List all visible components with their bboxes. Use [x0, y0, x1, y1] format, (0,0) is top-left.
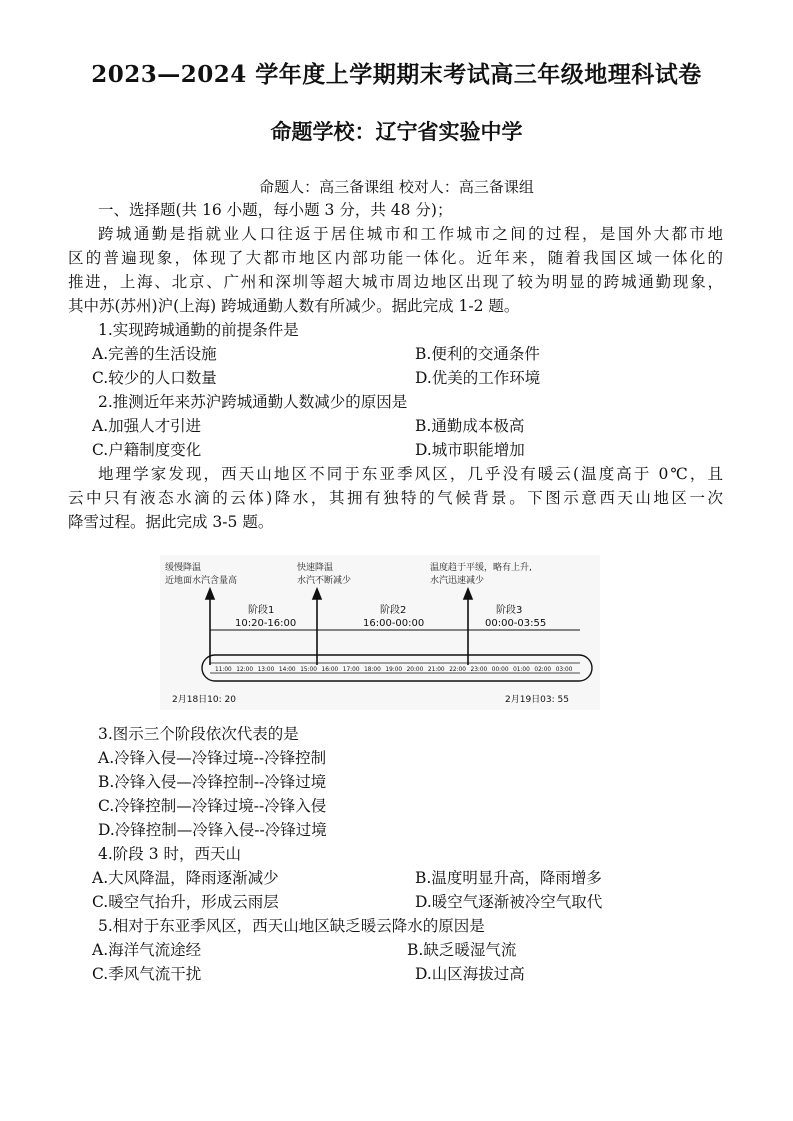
q4-option-d: D.暖空气逐渐被冷空气取代 [415, 893, 603, 911]
end-time-label: 2月19日03: 55 [505, 695, 569, 705]
q1-option-a: A.完善的生活设施 [92, 345, 217, 363]
label1-line1: 缓慢降温 [165, 563, 202, 573]
passage2-line3: 降雪过程。据此完成 3-5 题。 [68, 513, 274, 531]
q2-option-d: D.城市职能增加 [415, 441, 525, 459]
q1-option-b: B.便利的交通条件 [415, 345, 540, 363]
q4-option-b: B.温度明显升高，降雨增多 [415, 869, 602, 887]
timeline-tick-label: 02:00 [534, 667, 552, 673]
q3-option-c: C.冷锋控制—冷锋过境--冷锋入侵 [98, 797, 327, 815]
q2-option-a: A.加强人才引进 [92, 417, 202, 435]
passage2-line2: 云中只有液态水滴的云体)降水，其拥有独特的气候背景。下图示意西天山地区一次 [68, 489, 723, 507]
q5-option-a: A.海洋气流途经 [92, 941, 202, 959]
passage2-line1: 地理学家发现，西天山地区不同于东亚季风区，几乎没有暖云(温度高于 0℃，且 [98, 465, 723, 483]
authors-line: 命题人：高三备课组 校对人：高三备课组 [259, 178, 534, 196]
timeline-tick-label: 11:00 [215, 667, 232, 673]
exam-title: 2023—2024 学年度上学期期末考试高三年级地理科试卷 [91, 61, 702, 88]
q4-stem: 4.阶段 3 时，西天山 [98, 845, 242, 863]
passage1-line1: 跨城通勤是指就业人口往返于居住城市和工作城市之间的过程，是国外大都市地 [98, 225, 723, 243]
timeline-tick-label: 23:00 [470, 667, 488, 673]
q3-option-d: D.冷锋控制—冷锋入侵--冷锋过境 [98, 821, 327, 839]
timeline-tick-label: 19:00 [385, 667, 403, 673]
timeline-tick-label: 18:00 [364, 667, 381, 673]
q5-option-b: B.缺乏暖湿气流 [407, 941, 517, 959]
label3-line2: 水汽迅速减少 [430, 576, 485, 586]
timeline-tick-label: 12:00 [236, 667, 254, 673]
q2-option-b: B.通勤成本极高 [415, 417, 525, 435]
timeline-tick-label: 03:00 [555, 667, 573, 673]
q1-stem: 1.实现跨城通勤的前提条件是 [98, 321, 299, 339]
school-line: 命题学校：辽宁省实验中学 [270, 119, 523, 144]
passage1-line2: 区的普遍现象，体现了大都市地区内部功能一体化。近年来，随着我国区域一体化的 [68, 249, 723, 267]
timeline-tick-label: 01:00 [513, 667, 530, 673]
q1-option-d: D.优美的工作环境 [415, 369, 541, 387]
stage3-name: 阶段3 [496, 605, 523, 616]
q4-option-c: C.暖空气抬升，形成云雨层 [92, 893, 279, 911]
label2-line2: 水汽不断减少 [297, 576, 352, 586]
q5-stem: 5.相对于东亚季风区，西天山地区缺乏暖云降水的原因是 [98, 917, 485, 935]
timeline-tick-label: 20:00 [406, 667, 424, 673]
stage1-name: 阶段1 [248, 605, 275, 616]
q3-option-b: B.冷锋入侵—冷锋控制--冷锋过境 [98, 773, 327, 791]
q3-stem: 3.图示三个阶段依次代表的是 [98, 725, 299, 743]
timeline-tick-label: 15:00 [300, 667, 317, 673]
q2-stem: 2.推测近年来苏沪跨城通勤人数减少的原因是 [98, 393, 408, 411]
passage1-line3: 推进，上海、北京、广州和深圳等超大城市周边地区出现了较为明显的跨城通勤现象， [68, 273, 723, 291]
stage1-range: 10:20-16:00 [235, 618, 297, 629]
stage2-name: 阶段2 [380, 605, 407, 616]
snowfall-timeline-figure [160, 555, 600, 710]
q1-option-c: C.较少的人口数量 [92, 369, 217, 387]
section-heading: 一、选择题(共 16 小题，每小题 3 分，共 48 分)； [98, 201, 453, 219]
q3-option-a: A.冷锋入侵—冷锋过境--冷锋控制 [98, 749, 327, 767]
timeline-tick-label: 00:00 [491, 667, 509, 673]
timeline-tick-label: 13:00 [257, 667, 275, 673]
timeline-tick-label: 21:00 [427, 667, 445, 673]
q4-option-a: A.大风降温，降雨逐渐减少 [92, 869, 279, 887]
timeline-tick-label: 17:00 [342, 667, 360, 673]
q2-option-c: C.户籍制度变化 [92, 441, 202, 459]
q5-option-d: D.山区海拔过高 [415, 965, 525, 983]
label2-line1: 快速降温 [297, 563, 334, 573]
timeline-tick-label: 16:00 [321, 667, 339, 673]
label3-line1: 温度趋于平缓，略有上升, [430, 563, 532, 573]
q5-option-c: C.季风气流干扰 [92, 965, 202, 983]
passage1-line4: 其中苏(苏州)沪(上海) 跨城通勤人数有所减少。据此完成 1-2 题。 [68, 297, 520, 315]
stage2-range: 16:00-00:00 [363, 618, 425, 629]
timeline-tick-label: 14:00 [278, 667, 296, 673]
start-time-label: 2月18日10: 20 [172, 695, 236, 705]
timeline-tick-label: 22:00 [449, 667, 466, 673]
label1-line2: 近地面水汽含量高 [165, 576, 238, 586]
stage3-range: 00:00-03:55 [485, 618, 547, 629]
